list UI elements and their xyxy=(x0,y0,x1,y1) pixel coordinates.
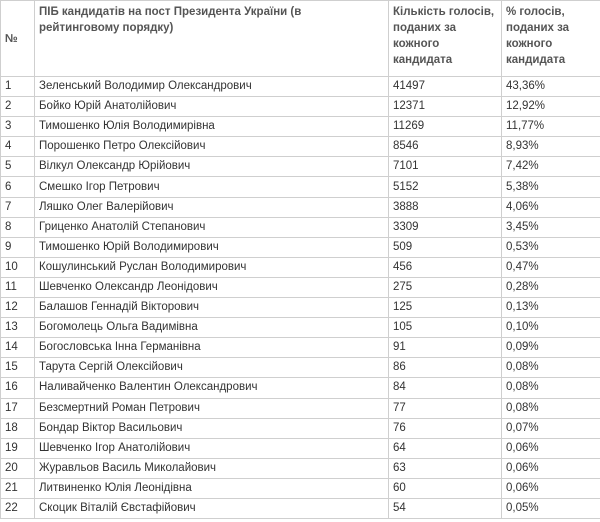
candidate-name-cell: Тимошенко Юлія Володимирівна xyxy=(35,117,389,137)
table-header xyxy=(1,1,600,77)
table-row xyxy=(1,318,600,338)
row-number-cell: 7 xyxy=(1,197,35,217)
votes-count-cell: 54 xyxy=(389,498,502,518)
row-number-cell: 9 xyxy=(1,237,35,257)
votes-percent-cell: 43,36% xyxy=(502,77,600,97)
votes-percent-cell: 0,10% xyxy=(502,318,600,338)
table-row xyxy=(1,137,600,157)
header-votes-count: Кількість голосів, поданих за кожного кандидата xyxy=(389,1,502,77)
votes-percent-cell: 0,06% xyxy=(502,438,600,458)
row-number-cell: 20 xyxy=(1,458,35,478)
votes-count-cell: 7101 xyxy=(389,157,502,177)
candidate-name-cell: Балашов Геннадій Вікторович xyxy=(35,298,389,318)
table-row xyxy=(1,298,600,318)
votes-count-cell: 64 xyxy=(389,438,502,458)
candidate-name-cell: Кошулинський Руслан Володимирович xyxy=(35,257,389,277)
votes-percent-cell: 7,42% xyxy=(502,157,600,177)
row-number-cell: 15 xyxy=(1,358,35,378)
votes-percent-cell: 0,53% xyxy=(502,237,600,257)
header-row xyxy=(1,1,600,77)
table-row xyxy=(1,358,600,378)
table-row xyxy=(1,77,600,97)
votes-percent-cell: 0,28% xyxy=(502,277,600,297)
candidate-name-cell: Богомолець Ольга Вадимівна xyxy=(35,318,389,338)
votes-percent-cell: 12,92% xyxy=(502,97,600,117)
table-row xyxy=(1,117,600,137)
table-row xyxy=(1,197,600,217)
votes-count-cell: 8546 xyxy=(389,137,502,157)
votes-percent-cell: 5,38% xyxy=(502,177,600,197)
candidate-name-cell: Бойко Юрій Анатолійович xyxy=(35,97,389,117)
table-row xyxy=(1,277,600,297)
row-number-cell: 17 xyxy=(1,398,35,418)
table-row xyxy=(1,257,600,277)
table-row xyxy=(1,378,600,398)
candidate-name-cell: Тарута Сергій Олексійович xyxy=(35,358,389,378)
candidate-name-cell: Наливайченко Валентин Олександрович xyxy=(35,378,389,398)
row-number-cell: 1 xyxy=(1,77,35,97)
votes-percent-cell: 0,06% xyxy=(502,478,600,498)
row-number-cell: 14 xyxy=(1,338,35,358)
candidate-name-cell: Литвиненко Юлія Леонідівна xyxy=(35,478,389,498)
candidate-name-cell: Вілкул Олександр Юрійович xyxy=(35,157,389,177)
table-row xyxy=(1,398,600,418)
candidate-name-cell: Безсмертний Роман Петрович xyxy=(35,398,389,418)
row-number-cell: 6 xyxy=(1,177,35,197)
candidate-name-cell: Шевченко Олександр Леонідович xyxy=(35,277,389,297)
candidate-name-cell: Шевченко Ігор Анатолійович xyxy=(35,438,389,458)
votes-percent-cell: 11,77% xyxy=(502,117,600,137)
votes-percent-cell: 0,08% xyxy=(502,378,600,398)
row-number-cell: 12 xyxy=(1,298,35,318)
table-row xyxy=(1,157,600,177)
row-number-cell: 2 xyxy=(1,97,35,117)
votes-count-cell: 105 xyxy=(389,318,502,338)
votes-percent-cell: 0,06% xyxy=(502,458,600,478)
votes-percent-cell: 0,47% xyxy=(502,257,600,277)
candidate-name-cell: Ляшко Олег Валерійович xyxy=(35,197,389,217)
votes-count-cell: 76 xyxy=(389,418,502,438)
row-number-cell: 3 xyxy=(1,117,35,137)
table-row xyxy=(1,498,600,518)
row-number-cell: 18 xyxy=(1,418,35,438)
row-number-cell: 5 xyxy=(1,157,35,177)
candidate-name-cell: Тимошенко Юрій Володимирович xyxy=(35,237,389,257)
votes-count-cell: 63 xyxy=(389,458,502,478)
votes-percent-cell: 0,13% xyxy=(502,298,600,318)
votes-percent-cell: 4,06% xyxy=(502,197,600,217)
table-row xyxy=(1,438,600,458)
votes-count-cell: 125 xyxy=(389,298,502,318)
row-number-cell: 19 xyxy=(1,438,35,458)
votes-count-cell: 5152 xyxy=(389,177,502,197)
row-number-cell: 21 xyxy=(1,478,35,498)
candidate-name-cell: Зеленський Володимир Олександрович xyxy=(35,77,389,97)
votes-count-cell: 60 xyxy=(389,478,502,498)
votes-count-cell: 275 xyxy=(389,277,502,297)
table-row xyxy=(1,338,600,358)
candidate-name-cell: Смешко Ігор Петрович xyxy=(35,177,389,197)
table-body xyxy=(1,77,600,519)
header-candidate-name: ПІБ кандидатів на пост Президента України (в рейтинговому порядку) xyxy=(35,1,389,77)
votes-percent-cell: 0,08% xyxy=(502,358,600,378)
votes-percent-cell: 8,93% xyxy=(502,137,600,157)
candidate-name-cell: Бондар Віктор Васильович xyxy=(35,418,389,438)
candidate-name-cell: Богословська Інна Германівна xyxy=(35,338,389,358)
votes-percent-cell: 0,05% xyxy=(502,498,600,518)
row-number-cell: 10 xyxy=(1,257,35,277)
votes-percent-cell: 3,45% xyxy=(502,217,600,237)
row-number-cell: 4 xyxy=(1,137,35,157)
votes-count-cell: 41497 xyxy=(389,77,502,97)
table-row xyxy=(1,458,600,478)
table-row xyxy=(1,478,600,498)
votes-count-cell: 12371 xyxy=(389,97,502,117)
table-row xyxy=(1,418,600,438)
votes-count-cell: 84 xyxy=(389,378,502,398)
row-number-cell: 8 xyxy=(1,217,35,237)
votes-percent-cell: 0,09% xyxy=(502,338,600,358)
votes-count-cell: 509 xyxy=(389,237,502,257)
candidate-name-cell: Скоцик Віталій Євстафійович xyxy=(35,498,389,518)
votes-count-cell: 456 xyxy=(389,257,502,277)
table-row xyxy=(1,97,600,117)
row-number-cell: 16 xyxy=(1,378,35,398)
candidate-name-cell: Гриценко Анатолій Степанович xyxy=(35,217,389,237)
votes-count-cell: 91 xyxy=(389,338,502,358)
votes-percent-cell: 0,08% xyxy=(502,398,600,418)
table-row xyxy=(1,177,600,197)
header-votes-percent: % голосів, поданих за кожного кандидата xyxy=(502,1,600,77)
row-number-cell: 11 xyxy=(1,277,35,297)
votes-count-cell: 3888 xyxy=(389,197,502,217)
table-row xyxy=(1,237,600,257)
candidate-name-cell: Порошенко Петро Олексійович xyxy=(35,137,389,157)
votes-count-cell: 77 xyxy=(389,398,502,418)
row-number-cell: 22 xyxy=(1,498,35,518)
row-number-cell: 13 xyxy=(1,318,35,338)
votes-count-cell: 11269 xyxy=(389,117,502,137)
votes-percent-cell: 0,07% xyxy=(502,418,600,438)
candidate-name-cell: Журавльов Василь Миколайович xyxy=(35,458,389,478)
table-row xyxy=(1,217,600,237)
header-number: № xyxy=(1,1,35,77)
votes-count-cell: 86 xyxy=(389,358,502,378)
votes-count-cell: 3309 xyxy=(389,217,502,237)
